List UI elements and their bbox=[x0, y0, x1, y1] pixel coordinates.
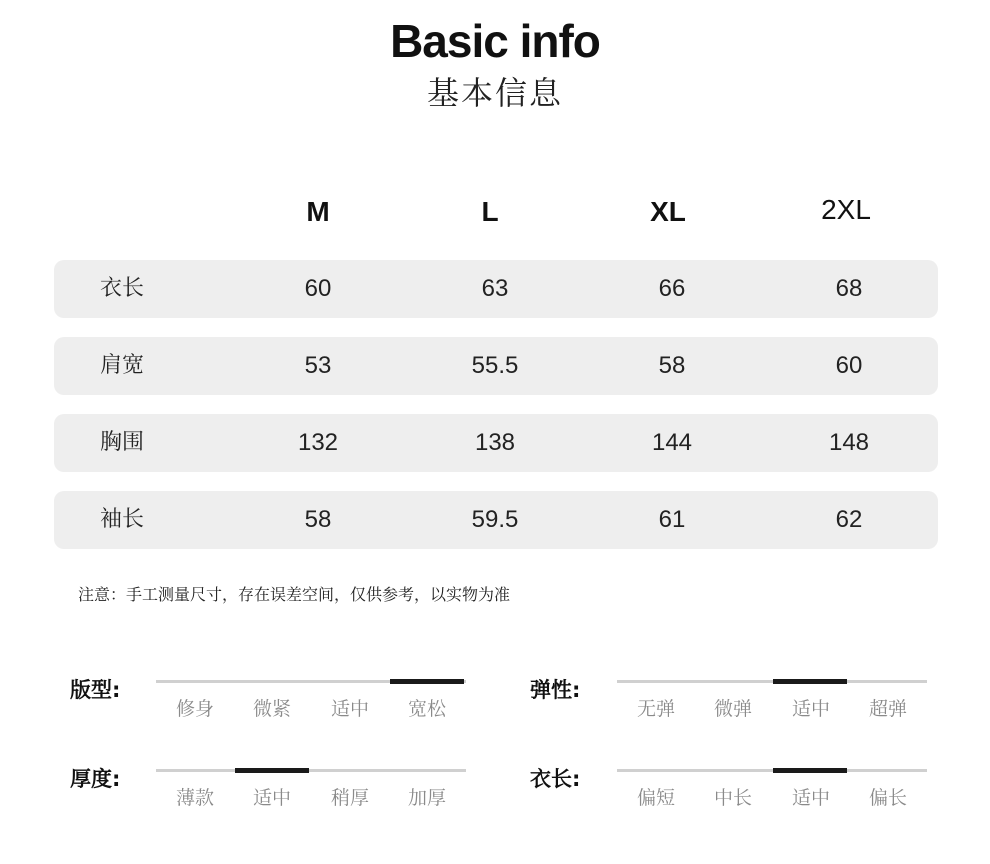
table-cell: 58 bbox=[304, 506, 332, 533]
attr-scale-elasticity bbox=[617, 680, 927, 720]
scale-option: 中长 bbox=[713, 787, 752, 809]
title-en: Basic info bbox=[390, 15, 600, 67]
table-cell: 58 bbox=[658, 352, 686, 379]
table-cell: 63 bbox=[481, 275, 509, 302]
table-cell: 68 bbox=[835, 275, 863, 302]
scale-option: 适中 bbox=[791, 787, 830, 809]
row-label: 胸围 bbox=[100, 430, 145, 455]
table-cell: 132 bbox=[297, 429, 339, 456]
scale-active-marker bbox=[390, 679, 464, 684]
scale-option: 修身 bbox=[175, 698, 214, 720]
scale-active-marker bbox=[773, 768, 847, 773]
table-cell: 66 bbox=[658, 275, 686, 302]
scale-option: 微弹 bbox=[713, 698, 752, 720]
scale-option: 加厚 bbox=[407, 787, 446, 809]
table-cell: 62 bbox=[835, 506, 863, 533]
table-row bbox=[54, 337, 938, 395]
size-header-xl: XL bbox=[650, 196, 686, 227]
row-label: 肩宽 bbox=[100, 353, 145, 378]
table-cell: 148 bbox=[828, 429, 870, 456]
table-cell: 53 bbox=[304, 352, 332, 379]
row-label: 衣长 bbox=[100, 276, 145, 301]
scale-option: 适中 bbox=[252, 787, 291, 809]
attr-label-fit: 版型: bbox=[70, 678, 121, 702]
table-row bbox=[54, 414, 938, 472]
measurement-note: 注意：手工测量尺寸，存在误差空间，仅供参考，以实物为准 bbox=[78, 585, 511, 604]
table-cell: 61 bbox=[658, 506, 686, 533]
attr-scale-thickness bbox=[156, 769, 466, 809]
table-row bbox=[54, 491, 938, 549]
attr-label-thickness: 厚度: bbox=[70, 767, 121, 791]
scale-active-marker bbox=[235, 768, 309, 773]
scale-option: 宽松 bbox=[407, 698, 446, 720]
attr-scale-length bbox=[617, 769, 927, 809]
table-cell: 144 bbox=[651, 429, 693, 456]
scale-option: 微紧 bbox=[252, 698, 291, 720]
row-label: 袖长 bbox=[100, 507, 145, 532]
size-header-2xl: 2XL bbox=[821, 194, 871, 225]
scale-option: 适中 bbox=[791, 698, 830, 720]
table-cell: 60 bbox=[304, 275, 332, 302]
table-cell: 55.5 bbox=[471, 352, 519, 379]
title-zh: 基本信息 bbox=[426, 74, 563, 112]
scale-option: 超弹 bbox=[868, 698, 907, 720]
scale-option: 偏长 bbox=[868, 787, 907, 809]
size-header-m: M bbox=[306, 196, 330, 227]
attr-label-length: 衣长: bbox=[530, 767, 581, 791]
table-cell: 60 bbox=[835, 352, 863, 379]
attr-label-elasticity: 弹性: bbox=[530, 678, 581, 702]
scale-active-marker bbox=[773, 679, 847, 684]
table-cell: 59.5 bbox=[471, 506, 519, 533]
scale-option: 稍厚 bbox=[330, 787, 369, 809]
table-row bbox=[54, 260, 938, 318]
scale-option: 薄款 bbox=[175, 787, 214, 809]
scale-option: 偏短 bbox=[636, 787, 675, 809]
table-cell: 138 bbox=[474, 429, 516, 456]
size-header-l: L bbox=[481, 196, 499, 227]
attr-scale-fit bbox=[156, 680, 466, 720]
scale-option: 适中 bbox=[330, 698, 369, 720]
scale-option: 无弹 bbox=[636, 698, 675, 720]
